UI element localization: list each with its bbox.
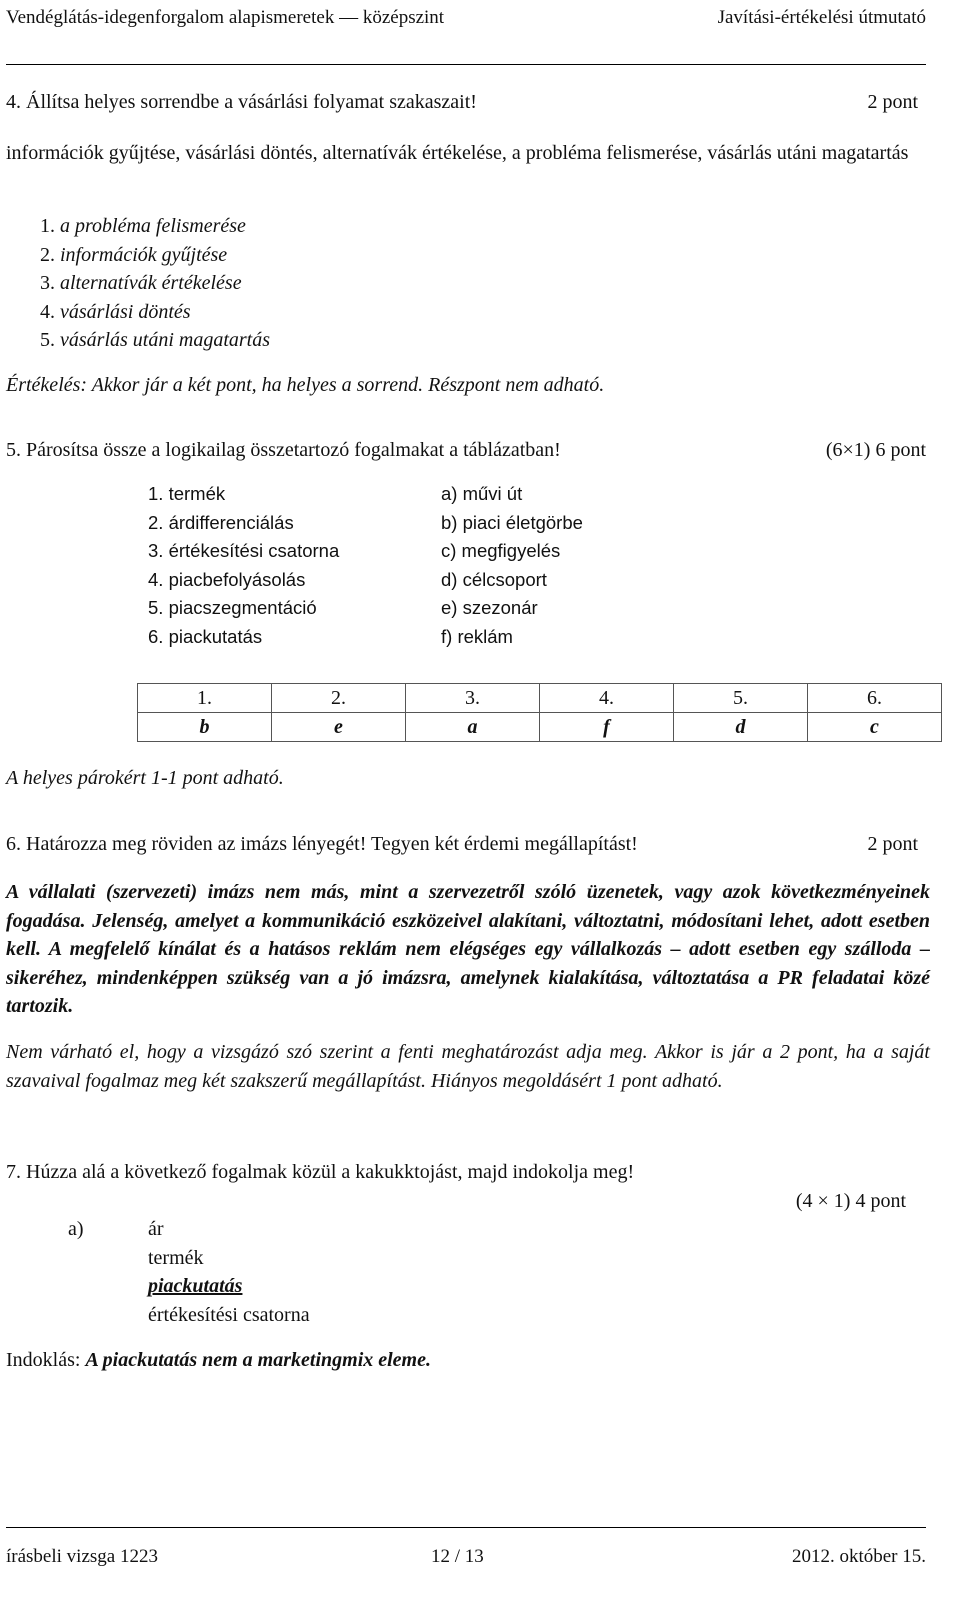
list-item: 1. a probléma felismerése	[40, 215, 246, 237]
table-cell: a	[406, 713, 540, 742]
q7-points: (4 × 1) 4 pont	[795, 1190, 906, 1212]
q4-heading	[6, 88, 918, 116]
table-cell: 5.	[674, 684, 808, 713]
table-cell: d	[674, 713, 808, 742]
footer-exam-code: írásbeli vizsga 1223	[6, 1546, 158, 1567]
list-item: 4. vásárlási döntés	[40, 300, 191, 323]
list-item: 1. termék	[148, 483, 226, 504]
q4-title: 4. Állítsa helyes sorrendbe a vásárlási folyamat szakaszait!	[6, 91, 477, 113]
q6-heading	[6, 830, 918, 858]
list-item-underlined: piackutatás	[148, 1275, 243, 1297]
list-item: 3. értékesítési csatorna	[148, 540, 340, 561]
list-item: 4. piacbefolyásolás	[148, 568, 306, 590]
list-item: 6. piackutatás	[148, 625, 263, 647]
q7-items	[148, 1215, 310, 1329]
header-title: Vendéglátás-idegenforgalom alapismeretek — középszint	[6, 7, 445, 28]
list-item: termék	[148, 1246, 204, 1269]
q5-right-column	[441, 480, 583, 651]
footer-divider	[6, 1527, 926, 1528]
q5-title: 5. Párosítsa össze a logikailag összetartozó fogalmakat a táblázatban!	[6, 439, 561, 461]
list-item: értékesítési csatorna	[148, 1303, 310, 1326]
list-item: e) szezonár	[441, 597, 538, 618]
q6-points: 2 pont	[867, 833, 918, 855]
footer-page-number: 12 / 13	[431, 1546, 484, 1567]
list-item: f) reklám	[441, 625, 513, 647]
list-item: 2. árdifferenciálás	[148, 511, 294, 533]
q4-points: 2 pont	[867, 91, 918, 113]
q6-title: 6. Határozza meg röviden az imázs lényegét! Tegyen két érdemi megállapítást!	[6, 833, 638, 855]
table-cell: 1.	[138, 684, 272, 713]
q6-note: Nem várható el, hogy a vizsgázó szó szerint a fenti meghatározást adja meg. Akkor is jár a 2 pont, ha a saját szavaival fogalmaz meg két szakszerű megállapítást. Hiányos megoldásért 1 pont adható.	[6, 1041, 930, 1092]
list-item: c) megfigyelés	[441, 540, 561, 561]
list-item: 5. piacszegmentáció	[148, 597, 317, 618]
table-cell: b	[138, 713, 272, 742]
list-item: a) művi út	[441, 483, 523, 504]
table-row	[138, 713, 942, 742]
q7-title: 7. Húzza alá a következő fogalmak közül a kakukktojást, majd indokolja meg!	[6, 1161, 635, 1183]
q5-left-column	[148, 480, 339, 651]
list-item: d) célcsoport	[441, 568, 547, 590]
list-item: 2. információk gyűjtése	[40, 243, 228, 266]
table-row	[138, 684, 942, 713]
list-item: b) piaci életgörbe	[441, 511, 583, 533]
q5-points: (6×1) 6 pont	[825, 439, 926, 461]
table-cell: 2.	[272, 684, 406, 713]
list-item: 5. vásárlás utáni magatartás	[40, 329, 271, 351]
q5-note: A helyes párokért 1-1 pont adható.	[6, 767, 284, 789]
q5-heading	[6, 436, 926, 464]
list-item: 3. alternatívák értékelése	[40, 272, 242, 294]
table-cell: f	[540, 713, 674, 742]
q4-given-items: információk gyűjtése, vásárlási döntés, alternatívák értékelése, a probléma felismerése, vásárlás utáni magatartás	[6, 142, 909, 164]
table-cell: 3.	[406, 684, 540, 713]
table-cell: e	[272, 713, 406, 742]
q7-item-label: a)	[68, 1218, 84, 1240]
footer-date: 2012. október 15.	[791, 1546, 926, 1567]
q7-reason-label: Indoklás:	[6, 1349, 81, 1371]
q5-answer-table	[137, 683, 942, 742]
q7-reason	[6, 1346, 431, 1374]
table-cell: 4.	[540, 684, 674, 713]
table-cell: c	[808, 713, 942, 742]
list-item: ár	[148, 1218, 164, 1240]
q4-answer-list	[40, 212, 270, 355]
q6-answer: A vállalati (szervezeti) imázs nem más, mint a szervezetről szóló üzenetek, vagy azok következményeinek fogadása. Jelenség, amelyet a kommunikáció eszközeivel alakítani, változtatni, módosítani lehet, adott esetben kell. A megfelelő kínálat és a hatásos reklám nem elégséges egy vállalkozás – adott esetben egy szálloda – sikeréhez, mindenképpen szükség van a jó imázsra, amelynek kialakítása, változtatása a PR feladatai közé tartozik.	[6, 881, 930, 1017]
page-header	[6, 4, 926, 32]
q7-reason-text: A piackutatás nem a marketingmix eleme.	[85, 1349, 431, 1371]
header-divider	[6, 64, 926, 65]
table-cell: 6.	[808, 684, 942, 713]
q4-evaluation: Értékelés: Akkor jár a két pont, ha helyes a sorrend. Részpont nem adható.	[6, 374, 605, 396]
header-doc-type: Javítási-értékelési útmutató	[717, 7, 926, 28]
